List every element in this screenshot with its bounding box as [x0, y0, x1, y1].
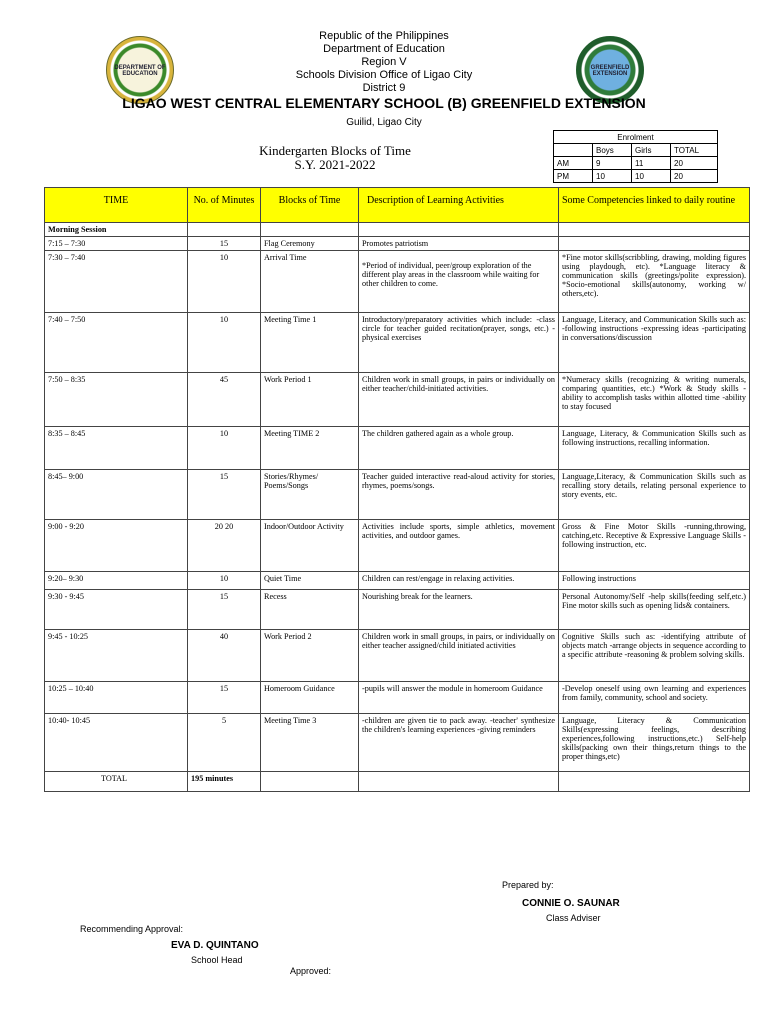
block-cell: Recess: [261, 590, 359, 630]
competency-cell: Language, Literacy, & Communication Skills such as following instructions, recalling information.: [559, 427, 750, 470]
competency-cell: *Numeracy skills (recognizing & writing numerals, comparing quantities, etc.) *Work & Study skills -ability to accomplish tasks within allotted time -ability to stay focused: [559, 373, 750, 427]
block-cell: Flag Ceremony: [261, 237, 359, 251]
description-cell: -children are given tie to pack away. -teacher' synthesize the children's learning experiences -giving reminders: [359, 714, 559, 772]
enrolment-cell: 10: [593, 170, 632, 183]
time-cell: 7:30 – 7:40: [45, 251, 188, 313]
block-cell: Quiet Time: [261, 572, 359, 590]
competency-cell: Personal Autonomy/Self -help skills(feeding self,etc.) Fine motor skills such as opening lids& containers.: [559, 590, 750, 630]
time-cell: 8:35 – 8:45: [45, 427, 188, 470]
district-line: District 9: [362, 82, 406, 94]
total-label: TOTAL: [45, 772, 188, 792]
description-cell: -pupils will answer the module in homeroom Guidance: [359, 682, 559, 714]
title-line-1: Kindergarten Blocks of Time: [259, 143, 411, 158]
table-cell: [261, 223, 359, 237]
minutes-cell: 15: [188, 470, 261, 520]
session-label: Morning Session: [45, 223, 188, 237]
enrolment-header: TOTAL: [671, 144, 718, 157]
recommender-role: School Head: [191, 955, 243, 965]
table-row: [45, 470, 750, 520]
block-cell: Meeting Time 3: [261, 714, 359, 772]
description-cell: Promotes patriotism: [359, 237, 559, 251]
enrolment-cell: 11: [632, 157, 671, 170]
time-cell: 9:30 - 9:45: [45, 590, 188, 630]
col-header-block: Blocks of Time: [261, 188, 359, 223]
table-row: [45, 313, 750, 373]
competency-cell: Language, Literacy, and Communication Skills such as: -following instructions -expressing ideas -participating in conversations/discussion: [559, 313, 750, 373]
minutes-cell: 15: [188, 682, 261, 714]
table-row: [45, 520, 750, 572]
enrolment-table: [553, 130, 718, 183]
table-row: [45, 251, 750, 313]
col-header-time: TIME: [45, 188, 188, 223]
total-value: 195 minutes: [188, 772, 261, 792]
competency-cell: *Fine motor skills(scribbling, drawing, molding figures using playdough, etc). *Language literacy & communication skills (greetings/polite expression). *Socio-emotional skills(autonomy, working w/ others,etc).: [559, 251, 750, 313]
time-cell: 7:15 – 7:30: [45, 237, 188, 251]
minutes-cell: 20 20: [188, 520, 261, 572]
division-line: Schools Division Office of Ligao City: [295, 69, 473, 81]
greenfield-seal-logo: GREENFIELD EXTENSION: [576, 36, 644, 104]
time-cell: 9:20– 9:30: [45, 572, 188, 590]
competency-cell: Language, Literacy & Communication Skills(expressing feelings, describing experiences,following instructions,etc.) Self-help skills(packing own their things,return things to the proper things,etc): [559, 714, 750, 772]
time-cell: 7:50 – 8:35: [45, 373, 188, 427]
title-line-2: S.Y. 2021-2022: [294, 157, 376, 172]
time-cell: 8:45– 9:00: [45, 470, 188, 520]
description-cell: Children can rest/engage in relaxing activities.: [359, 572, 559, 590]
description-cell: Children work in small groups, in pairs or individually on either teacher/child-initiated activities.: [359, 373, 559, 427]
time-cell: 7:40 – 7:50: [45, 313, 188, 373]
table-row: [45, 237, 750, 251]
republic-line: Republic of the Philippines: [319, 30, 449, 42]
time-cell: 9:45 - 10:25: [45, 630, 188, 682]
preparer-name: CONNIE O. SAUNAR: [522, 898, 620, 909]
block-cell: Homeroom Guidance: [261, 682, 359, 714]
minutes-cell: 15: [188, 590, 261, 630]
table-cell: [559, 223, 750, 237]
block-cell: Work Period 2: [261, 630, 359, 682]
description-cell: Activities include sports, simple athletics, movement activities, and outdoor games.: [359, 520, 559, 572]
description-cell: Children work in small groups, in pairs, or individually on either teacher assigned/child initiated activities: [359, 630, 559, 682]
block-cell: Meeting TIME 2: [261, 427, 359, 470]
table-row: [45, 630, 750, 682]
minutes-cell: 45: [188, 373, 261, 427]
block-cell: Stories/Rhymes/ Poems/Songs: [261, 470, 359, 520]
block-cell: Arrival Time: [261, 251, 359, 313]
table-cell: [261, 772, 359, 792]
description-cell: Teacher guided interactive read-aloud activity for stories, rhymes, poems/songs.: [359, 470, 559, 520]
enrolment-cell: 9: [593, 157, 632, 170]
table-cell: [359, 223, 559, 237]
deped-seal-logo: DEPARTMENT OF EDUCATION: [106, 36, 174, 104]
table-row: [45, 590, 750, 630]
blocks-of-time-table: [44, 187, 750, 792]
recommending-label: Recommending Approval:: [80, 924, 184, 934]
enrolment-cell: PM: [554, 170, 593, 183]
region-line: Region V: [361, 56, 407, 68]
enrolment-header: Girls: [632, 144, 671, 157]
page-title: [230, 144, 440, 172]
description-cell: Nourishing break for the learners.: [359, 590, 559, 630]
table-cell: [359, 772, 559, 792]
enrolment-cell: 20: [671, 170, 718, 183]
competency-cell: Gross & Fine Motor Skills -running,throwing, catching,etc. Receptive & Expressive Language Skills -following instruction, etc.: [559, 520, 750, 572]
minutes-cell: 10: [188, 427, 261, 470]
competency-cell: -Develop oneself using own learning and experiences from family, community, school and society.: [559, 682, 750, 714]
enrolment-cell: AM: [554, 157, 593, 170]
minutes-cell: 15: [188, 237, 261, 251]
minutes-cell: 40: [188, 630, 261, 682]
description-cell: The children gathered again as a whole group.: [359, 427, 559, 470]
minutes-cell: 10: [188, 251, 261, 313]
competency-cell: Cognitive Skills such as: -identifying attribute of objects match -arrange objects in sequence according to a specific attribute -reasoning & problem solving skills.: [559, 630, 750, 682]
block-cell: Indoor/Outdoor Activity: [261, 520, 359, 572]
table-row: [45, 572, 750, 590]
table-row: [45, 373, 750, 427]
minutes-cell: 5: [188, 714, 261, 772]
description-cell: *Period of individual, peer/group exploration of the different play areas in the classroom while waiting for other children to come.: [359, 251, 559, 313]
block-cell: Work Period 1: [261, 373, 359, 427]
enrolment-caption: Enrolment: [554, 131, 718, 144]
description-cell: Introductory/preparatory activities which include: -class circle for teacher guided recitation(prayer, songs, etc.) - physical exercises: [359, 313, 559, 373]
time-cell: 9:00 - 9:20: [45, 520, 188, 572]
table-row: [45, 682, 750, 714]
table-cell: [188, 223, 261, 237]
total-row: [45, 772, 750, 792]
col-header-description: Description of Learning Activities: [359, 188, 559, 223]
recommender-name: EVA D. QUINTANO: [171, 940, 259, 951]
enrolment-cell: 10: [632, 170, 671, 183]
school-name: LIGAO WEST CENTRAL ELEMENTARY SCHOOL (B) GREENFIELD EXTENSION: [122, 95, 646, 111]
preparer-role: Class Adviser: [546, 913, 601, 923]
prepared-by-label: Prepared by:: [502, 880, 554, 890]
department-line: Department of Education: [323, 43, 445, 55]
table-cell: [559, 772, 750, 792]
school-address: Guilid, Ligao City: [346, 117, 422, 128]
col-header-minutes: No. of Minutes: [188, 188, 261, 223]
minutes-cell: 10: [188, 313, 261, 373]
competency-cell: Language,Literacy, & Communication Skills such as recalling story details, relating personal experience to story events, etc.: [559, 470, 750, 520]
block-cell: Meeting Time 1: [261, 313, 359, 373]
enrolment-header: [554, 144, 593, 157]
time-cell: 10:25 – 10:40: [45, 682, 188, 714]
enrolment-cell: 20: [671, 157, 718, 170]
competency-cell: [559, 237, 750, 251]
enrolment-header: Boys: [593, 144, 632, 157]
minutes-cell: 10: [188, 572, 261, 590]
competency-cell: Following instructions: [559, 572, 750, 590]
time-cell: 10:40- 10:45: [45, 714, 188, 772]
table-row: [45, 427, 750, 470]
approved-label: Approved:: [290, 966, 332, 976]
table-row: [45, 714, 750, 772]
col-header-competencies: Some Competencies linked to daily routine: [559, 188, 750, 223]
